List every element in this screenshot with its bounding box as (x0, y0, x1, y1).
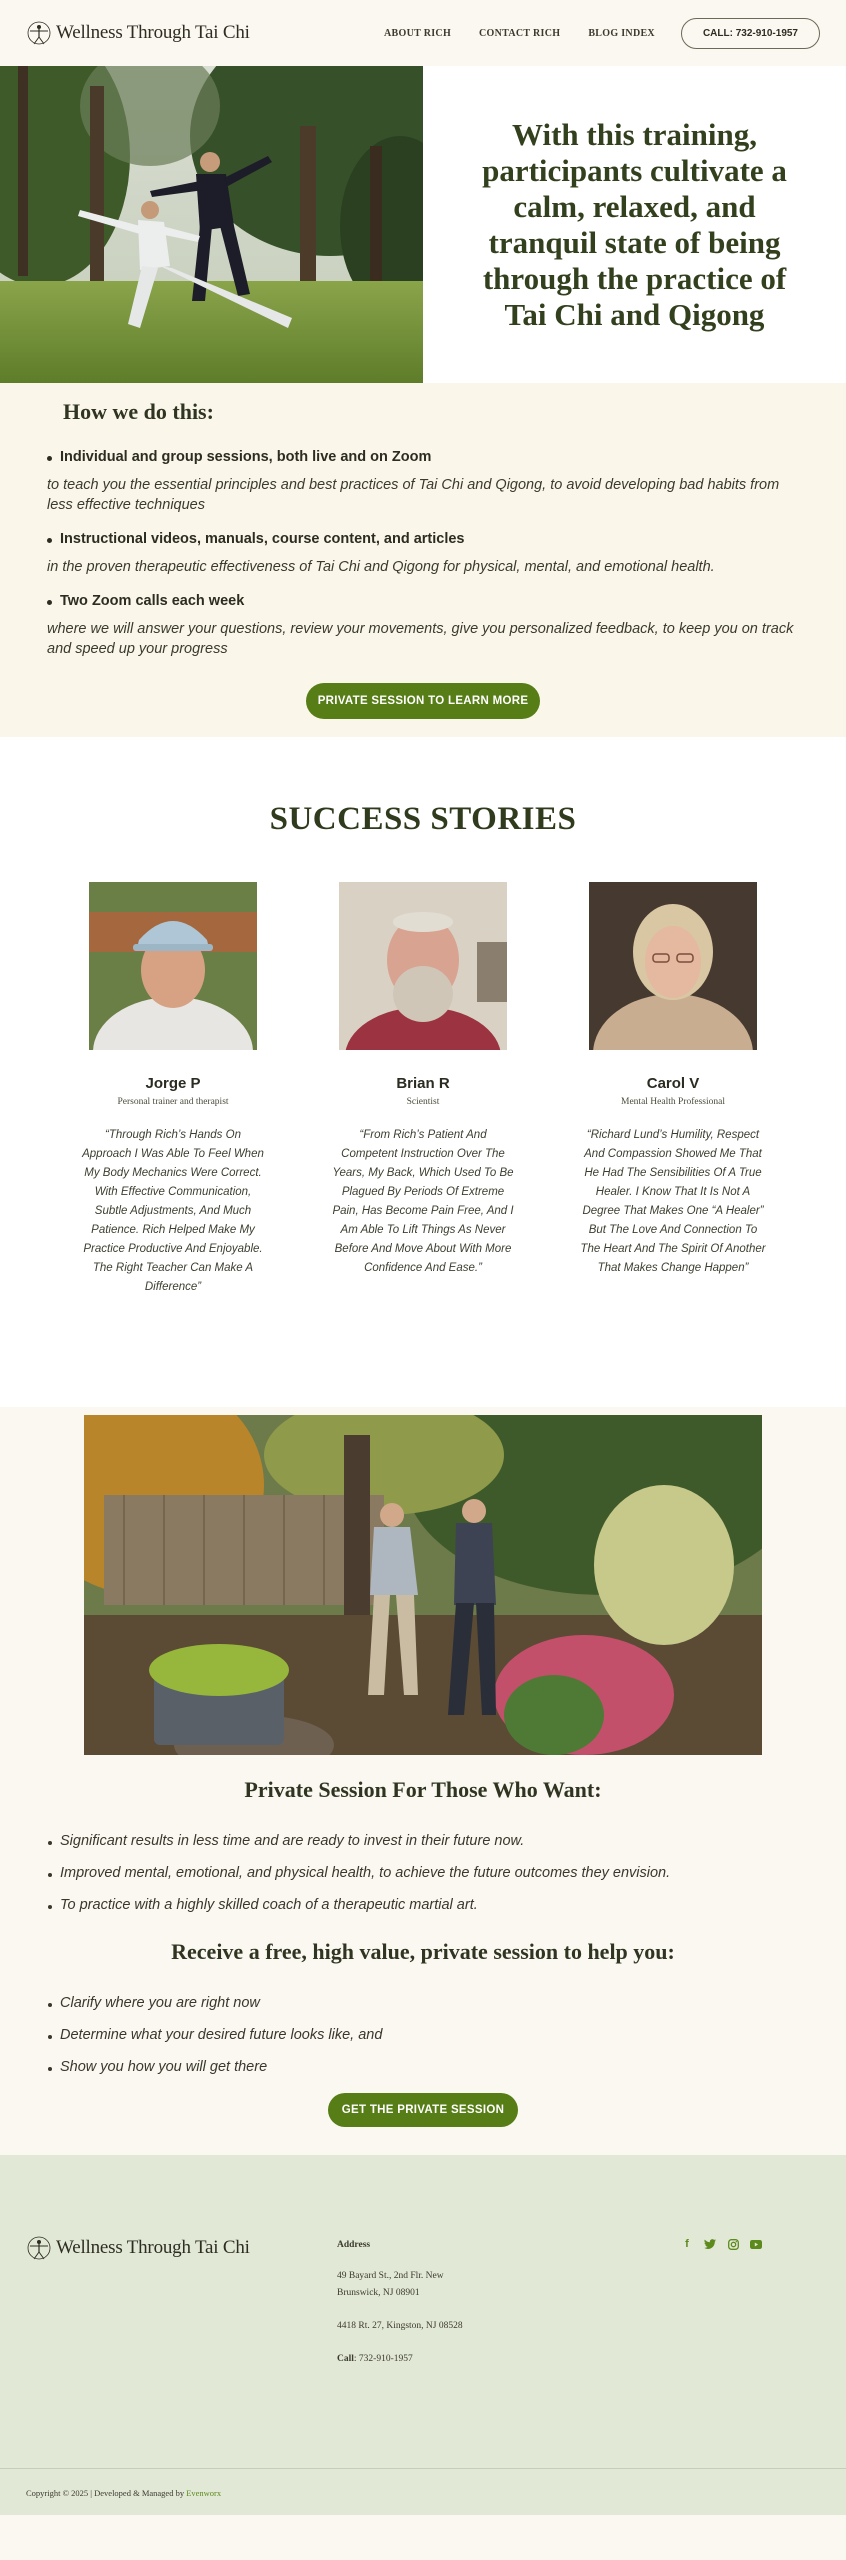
success-stories-section (0, 737, 846, 1407)
testimonial-quote: “From Rich’s Patient And Competent Instruction Over The Years, My Back, Which Used To Be Plagued By Periods Of Extreme Pain, Has Become Pain Free, And I Am Able To Lift Things As Never Before And Move About With More Confidence And Ease.” (332, 1129, 514, 1274)
footer-call[interactable] (337, 2351, 463, 2368)
help-text: Clarify where you are right now (60, 1995, 260, 2011)
hero-heading: With this training, participants cultivate a calm, relaxed, and tranquil state of being through the practice of Tai Chi and Qigong (482, 116, 787, 332)
list-item (48, 2027, 798, 2043)
bullet-icon (47, 600, 52, 605)
main-nav (384, 18, 820, 49)
get-private-session-button[interactable]: GET THE PRIVATE SESSION (328, 2093, 518, 2127)
garden-tai-chi-photo (84, 1415, 762, 1755)
youtube-icon[interactable] (749, 2237, 763, 2251)
testimonial-role: Personal trainer and therapist (117, 1097, 229, 1107)
list-item (48, 2059, 798, 2075)
testimonial-card (330, 882, 516, 1297)
address-line: Brunswick, NJ 08901 (337, 2288, 420, 2298)
testimonial-name: Brian R (396, 1075, 450, 1092)
bullet-icon (48, 2067, 52, 2071)
hero-section (0, 66, 846, 383)
nav-about-rich[interactable]: ABOUT RICH (384, 27, 452, 39)
how-item (47, 449, 799, 465)
hero-tai-chi-photo (0, 66, 423, 383)
copyright (26, 2488, 221, 2498)
footer-logo-text: Wellness Through Tai Chi (56, 2237, 250, 2258)
success-title: SUCCESS STORIES (269, 801, 577, 837)
how-item-label: Two Zoom calls each week (60, 593, 245, 609)
twitter-icon[interactable] (703, 2237, 717, 2251)
want-text: To practice with a highly skilled coach of a therapeutic martial art. (60, 1897, 478, 1913)
list-item (48, 1897, 798, 1913)
bullet-icon (47, 456, 52, 461)
address-line: 4418 Rt. 27, Kingston, NJ 08528 (337, 2321, 463, 2331)
address-label: Address (337, 2240, 371, 2250)
testimonial-card (580, 882, 766, 1297)
help-text: Determine what your desired future looks like, and (60, 2027, 383, 2043)
helps-list (0, 1995, 846, 2075)
how-item-label: Instructional videos, manuals, course content, and articles (60, 531, 465, 547)
address-line: 49 Bayard St., 2nd Flr. New (337, 2271, 444, 2281)
vitruvian-logo-icon (26, 2235, 52, 2261)
site-logo[interactable] (26, 20, 250, 46)
how-section (0, 383, 846, 737)
testimonials (0, 882, 846, 1297)
site-header (0, 0, 846, 66)
testimonial-card (80, 882, 266, 1297)
nav-contact-rich[interactable]: CONTACT RICH (479, 27, 561, 39)
hero-text (423, 66, 846, 383)
footer-logo[interactable] (26, 2235, 250, 2261)
wants-list (0, 1833, 846, 1913)
call-value: : 732-910-1957 (353, 2354, 413, 2364)
testimonial-quote: “Richard Lund’s Humility, Respect And Compassion Showed Me That He Had The Sensibilities Of A True Healer. I Know That It Is Not A Degree That Makes One “A Healer” But The Love And Connection To The Heart And The Spirit Of Another That Makes Change Happen” (580, 1129, 766, 1274)
facebook-icon[interactable]: f (685, 2238, 689, 2250)
avatar (589, 882, 757, 1050)
avatar (339, 882, 507, 1050)
call-button[interactable]: CALL: 732-910-1957 (681, 18, 820, 49)
bullet-icon (48, 2035, 52, 2039)
nav-blog-index[interactable]: BLOG INDEX (588, 27, 655, 39)
private-session-learn-more-button[interactable]: PRIVATE SESSION TO LEARN MORE (306, 683, 540, 719)
copyright-text: Copyright © 2025 | Developed & Managed by (26, 2488, 187, 2498)
social-links (680, 2237, 763, 2251)
avatar (89, 882, 257, 1050)
developer-link[interactable]: Evenworx (186, 2488, 222, 2498)
bullet-icon (48, 1841, 52, 1845)
footer-address (337, 2237, 463, 2384)
site-footer (0, 2155, 846, 2515)
bullet-icon (48, 2003, 52, 2007)
private-title: Private Session For Those Who Want: (244, 1777, 602, 1802)
vitruvian-logo-icon (26, 20, 52, 46)
list-item (48, 1995, 798, 2011)
private-session-section (0, 1407, 846, 2149)
free-session-title: Receive a free, high value, private session to help you: (171, 1939, 675, 1964)
how-item (47, 593, 799, 609)
help-text: Show you how you will get there (60, 2059, 268, 2075)
footer-divider (0, 2468, 846, 2469)
testimonial-role: Mental Health Professional (621, 1097, 725, 1107)
bullet-icon (48, 1873, 52, 1877)
instagram-icon[interactable] (726, 2237, 740, 2251)
how-item (47, 531, 799, 547)
bullet-icon (48, 1905, 52, 1909)
testimonial-quote: “Through Rich’s Hands On Approach I Was Able To Feel When My Body Mechanics Were Correct. With Effective Communication, Subtle Adjustments, And Much Patience. Rich Helped Make My Practice Productive And Enjoyable. The Right Teacher Can Make A Difference” (82, 1129, 264, 1293)
how-title: How we do this: (63, 399, 214, 424)
want-text: Significant results in less time and are ready to invest in their future now. (60, 1833, 525, 1849)
logo-text: Wellness Through Tai Chi (56, 22, 250, 43)
bullet-icon (47, 538, 52, 543)
testimonial-name: Jorge P (145, 1075, 201, 1092)
how-item-desc: in the proven therapeutic effectiveness of Tai Chi and Qigong for physical, mental, and emotional health. (47, 559, 715, 575)
list-item (48, 1865, 798, 1881)
list-item (48, 1833, 798, 1849)
how-item-label: Individual and group sessions, both live and on Zoom (60, 449, 432, 465)
how-item-desc: to teach you the essential principles and best practices of Tai Chi and Qigong, to avoid developing bad habits from less effective techniques (47, 477, 780, 513)
address-block (337, 2268, 463, 2302)
want-text: Improved mental, emotional, and physical health, to achieve the future outcomes they envision. (60, 1865, 671, 1881)
testimonial-name: Carol V (646, 1075, 700, 1092)
testimonial-role: Scientist (406, 1097, 440, 1107)
call-label: Call (337, 2354, 354, 2364)
how-item-desc: where we will answer your questions, review your movements, give you personalized feedback, to keep you on track and speed up your progress (47, 621, 794, 657)
